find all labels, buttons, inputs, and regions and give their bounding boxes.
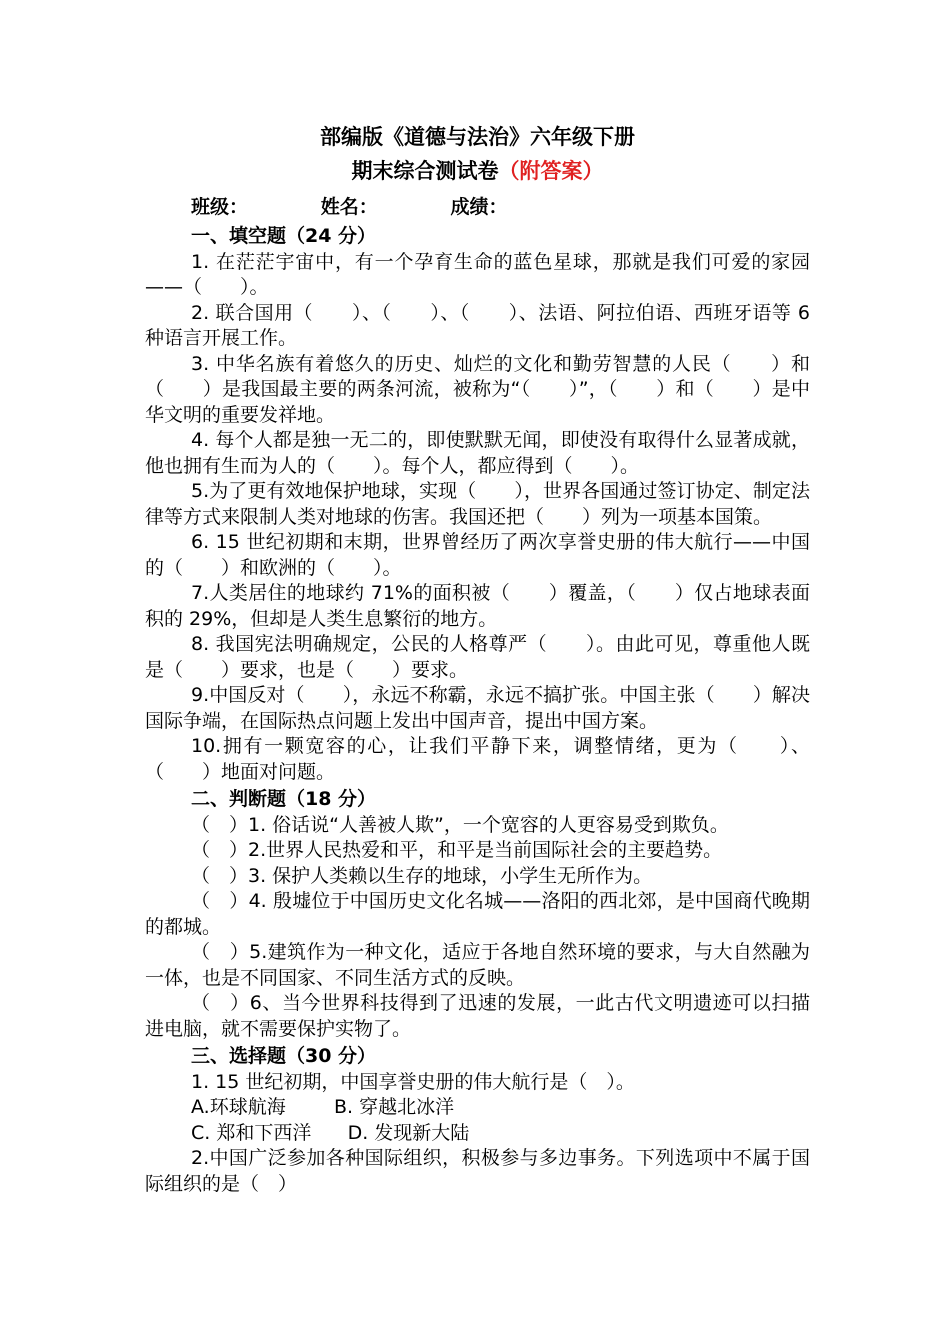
choice-question-1: 1. 15 世纪初期，中国享誉史册的伟大航行是（ ）。 (191, 1070, 635, 1093)
student-info-line: 班级： 姓名： 成绩： (191, 196, 508, 218)
judge-question-6: （ ）6、当今世界科技得到了迅速的发展，一此古代文明遗迹可以扫描进电脑，就不需要保护实物了。 (145, 992, 810, 1040)
section-heading-choice: 三、选择题（30 分） (191, 1045, 377, 1067)
title-line-2 (145, 154, 810, 188)
fill-question-7: 7.人类居住的地球约 71%的面积被（ ）覆盖，（ ）仅占地球表面积的 29%，但却是人类生息繁衍的地方。 (145, 582, 810, 630)
fill-question-2: 2. 联合国用（ ）、（ ）、（ ）、法语、阿拉伯语、西班牙语等 6 种语言开展工作。 (145, 301, 810, 349)
title-line-1: 部编版《道德与法治》六年级下册 (320, 125, 635, 149)
title-main: 期末综合测试卷 (351, 159, 499, 183)
fill-question-10: 10.拥有一颗宽容的心，让我们平静下来，调整情绪，更为（ ）、（ ）地面对问题。 (145, 735, 810, 783)
judge-question-2: （ ）2.世界人民热爱和平，和平是当前国际社会的主要趋势。 (191, 839, 723, 861)
title-answer-note: （附答案） (498, 159, 604, 183)
section-heading-fill: 一、填空题（24 分） (191, 225, 377, 247)
judge-question-1: （ ）1. 俗话说“人善被人欺”，一个宽容的人更容易受到欺负。 (191, 813, 729, 836)
fill-question-1: 1. 在茫茫宇宙中，有一个孕育生命的蓝色星球，那就是我们可爱的家园——（ ）。 (145, 250, 810, 298)
choice-question-2: 2.中国广泛参加各种国际组织，积极参与多边事务。下列选项中不属于国际组织的是（ ） (145, 1147, 810, 1195)
fill-question-6: 6. 15 世纪初期和末期，世界曾经历了两次享誉史册的伟大航行——中国的（ ）和欧洲的（ ）。 (145, 531, 810, 579)
document-title (145, 120, 810, 188)
choice-question-1-options-ab: A.环球航海 B. 穿越北冰洋 (191, 1096, 455, 1118)
fill-question-3: 3. 中华名族有着悠久的历史、灿烂的文化和勤劳智慧的人民（ ）和（ ）是我国最主要的两条河流，被称为“（ ）”，（ ）和（ ）是中华文明的重要发祥地。 (145, 352, 810, 426)
judge-question-5: （ ）5.建筑作为一种文化，适应于各地自然环境的要求，与大自然融为一体，也是不同国家、不同生活方式的反映。 (145, 941, 810, 989)
fill-question-8: 8. 我国宪法明确规定，公民的人格尊严（ ）。由此可见，尊重他人既是（ ）要求，也是（ ）要求。 (145, 633, 810, 681)
fill-question-4: 4. 每个人都是独一无二的，即使默默无闻，即使没有取得什么显著成就，他也拥有生而为人的（ ）。每个人，都应得到（ ）。 (145, 429, 810, 477)
fill-question-9: 9.中国反对（ ），永远不称霸，永远不搞扩张。中国主张（ ）解决国际争端，在国际热点问题上发出中国声音，提出中国方案。 (145, 684, 810, 732)
fill-question-5: 5.为了更有效地保护地球，实现（ ），世界各国通过签订协定、制定法律等方式来限制人类对地球的伤害。我国还把（ ）列为一项基本国策。 (145, 480, 810, 528)
section-heading-judge: 二、判断题（18 分） (191, 788, 377, 810)
judge-question-4: （ ）4. 殷墟位于中国历史文化名城——洛阳的西北郊，是中国商代晚期的都城。 (145, 890, 810, 938)
choice-question-1-options-cd: C. 郑和下西洋 D. 发现新大陆 (191, 1121, 470, 1144)
judge-question-3: （ ）3. 保护人类赖以生存的地球，小学生无所作为。 (191, 864, 653, 887)
